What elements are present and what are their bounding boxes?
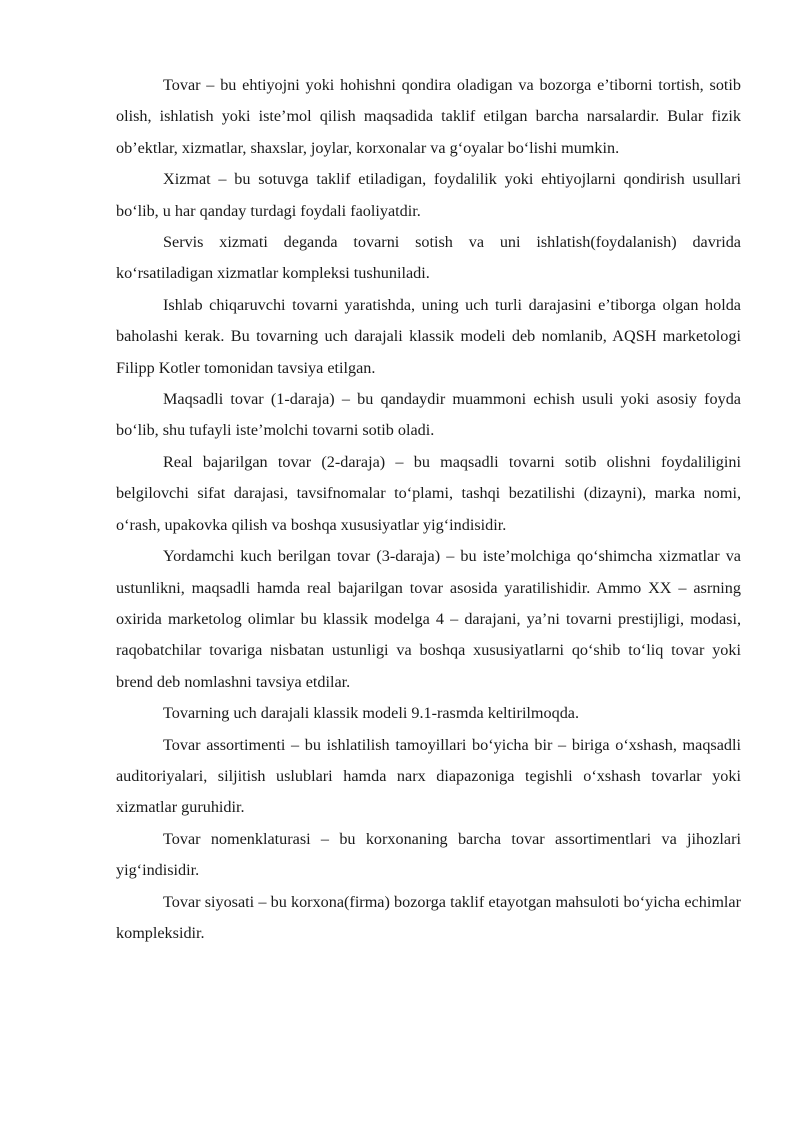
paragraph-assortment: Tovar assortimenti – bu ishlatilish tamoyillari bo‘yicha bir – biriga o‘xshash, maqsadli auditoriyalari, siljitish uslublari hamda narx diapazoniga tegishli o‘xshash tovarlar yoki xizmatlar guruhidir. xyxy=(116,735,741,817)
paragraph-tovar-definition: Tovar – bu ehtiyojni yoki hohishni qondira oladigan va bozorga e’tiborni tortish, sotib olish, ishlatish yoki iste’mol qilish maqsadida taklif etilgan barcha narsalardir. Bular fizik ob’ektlar, xizmatlar, shaxslar, joylar, korxonalar va g‘oyalar bo‘lishi mumkin. xyxy=(116,76,741,157)
paragraph-servis-xizmati: Servis xizmati deganda tovarni sotish va uni ishlatish(foydalanish) davrida ko‘rsatiladigan xizmatlar kompleksi tushuniladi. xyxy=(116,233,741,283)
paragraph-nomenclature: Tovar nomenklaturasi – bu korxonaning barcha tovar assortimentlari va jihozlari yig‘indisidir. xyxy=(116,829,741,880)
paragraph-level-3: Yordamchi kuch berilgan tovar (3-daraja) – bu iste’molchiga qo‘shimcha xizmatlar va ustunlikni, maqsadli hamda real bajarilgan tovar asosida yaratilishidir. Ammo XX – asrning oxirida marketolog olimlar bu klassik modelga 4 – darajani, ya’ni tovarni prestijligi, modasi, raqobatchilar tovariga nisbatan ustunligi va boshqa xususiyatlarni qo‘shib to‘liq tovar yoki brend deb nomlashni tavsiya etdilar. xyxy=(116,547,741,691)
document-page xyxy=(116,70,741,949)
paragraph-level-2: Real bajarilgan tovar (2-daraja) – bu maqsadli tovarni sotib olishni foydaliligini belgilovchi sifat darajasi, tavsifnomalar to‘plami, tashqi bezatilishi (dizayni), marka nomi, o‘rash, upakovka qilish va boshqa xususiyatlar yig‘indisidir. xyxy=(116,452,741,534)
paragraph-three-level-model: Ishlab chiqaruvchi tovarni yaratishda, uning uch turli darajasini e’tiborga olgan holda baholashi kerak. Bu tovarning uch darajali klassik modeli deb nomlanib, AQSH marketologi Filipp Kotler tomonidan tavsiya etilgan. xyxy=(116,295,741,377)
paragraph-xizmat-definition: Xizmat – bu sotuvga taklif etiladigan, foydalilik yoki ehtiyojlarni qondirish usullari bo‘lib, u har qanday turdagi foydali faoliyatdir. xyxy=(116,170,741,220)
paragraph-policy: Tovar siyosati – bu korxona(firma) bozorga taklif etayotgan mahsuloti bo‘yicha echimlar kompleksidir. xyxy=(116,892,741,942)
paragraph-level-1: Maqsadli tovar (1-daraja) – bu qandaydir muammoni echish usuli yoki asosiy foyda bo‘lib, shu tufayli iste’molchi tovarni sotib oladi. xyxy=(116,390,741,440)
paragraph-figure-reference: Tovarning uch darajali klassik modeli 9.1-rasmda keltirilmoqda. xyxy=(163,704,580,723)
